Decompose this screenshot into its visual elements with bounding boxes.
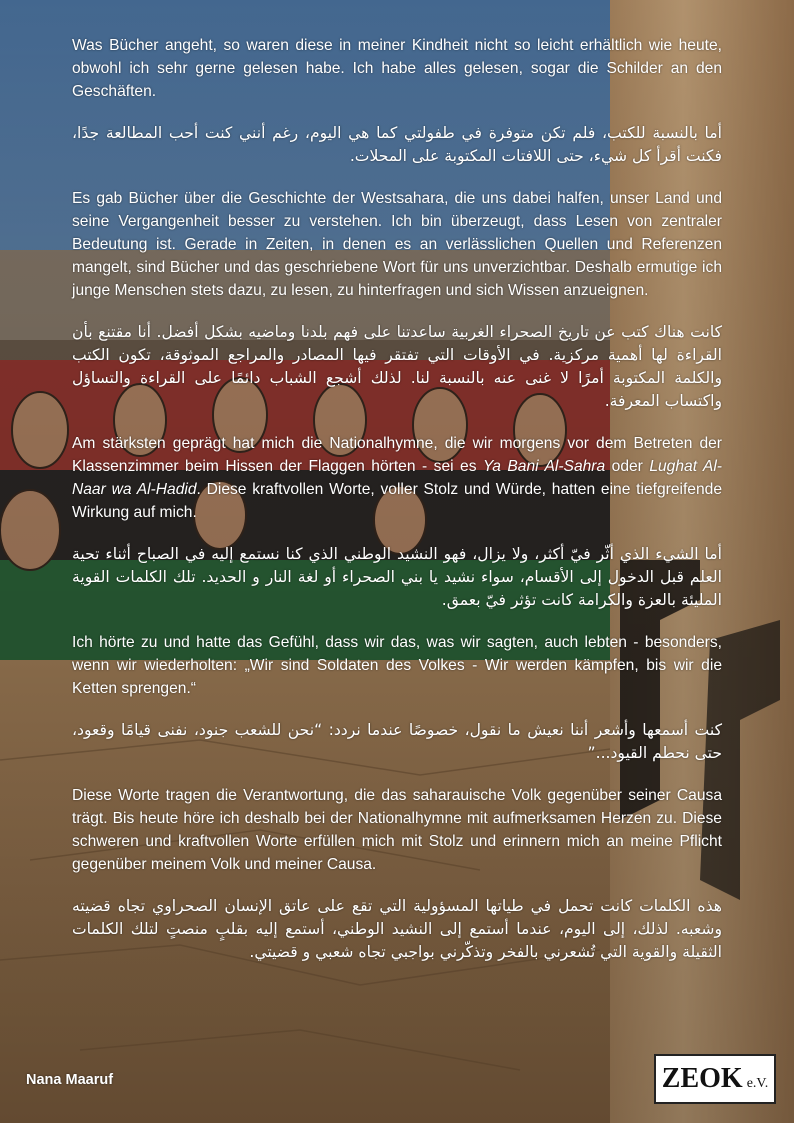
author-name: Nana Maaruf <box>26 1072 114 1088</box>
paragraph-ar-4: كنت أسمعها وأشعر أننا نعيش ما نقول، خصوصًا عندما نردد: “نحن للشعب جنود، نفنى قيامًا وقعود، حتى نحطم القيود...” <box>72 721 722 762</box>
paragraph-de-5: Diese Worte tragen die Verantwortung, die das saharauische Volk gegenüber seiner Causa trägt. Bis heute höre ich deshalb bei der Nationalhymne mit aufmerksamen Herzen zu. Diese schweren und kraftvollen Worte erfüllen mich mit Stolz und erinnern mich an meine Pflicht gegenüber meinem Volk und meiner Causa. <box>72 787 722 873</box>
logo-wordmark: ZEOK <box>661 1063 743 1094</box>
anthem-title-1: Ya Bani Al-Sahra <box>483 458 606 475</box>
anthem-title-2: Lughat Al-Naar wa Al-Hadid <box>72 458 722 498</box>
paragraph-ar-1: أما بالنسبة للكتب، فلم تكن متوفرة في طفولتي كما هي اليوم، رغم أنني كنت أحب المطالعة جدًا، فكنت أقرأ كل شيء، حتى اللافتات المكتوبة على المحلات. <box>72 124 722 165</box>
paragraph-ar-5: هذه الكلمات كانت تحمل في طياتها المسؤولية التي تقع على عاتق الإنسان الصحراوي تجاه قضيته وشعبه. لذلك، إلى اليوم، عندما أستمع إلى النشيد الوطني، أستمع إليه بقلبٍ منصتٍ لتلك الكلمات الثقيلة والقوية التي تُشعرني بالفخر وتذكّرني بواجبي تجاه شعبي و قضيتي. <box>72 897 722 961</box>
paragraph-de-4: Ich hörte zu und hatte das Gefühl, dass wir das, was wir sagten, auch lebten - besonders, wenn wir wiederholten: „Wir sind Soldaten des Volkes - Wir werden kämpfen, bis wir die Ketten sprengen.“ <box>72 634 722 697</box>
anthem-text-end: . Diese kraftvollen Worte, voller Stolz und Würde, hatten eine tiefgreifende Wirkung auf mich. <box>72 481 722 521</box>
paragraph-de-2: Es gab Bücher über die Geschichte der Westsahara, die uns dabei halfen, unser Land und seine Vergangenheit besser zu verstehen. Ich bin überzeugt, dass Lesen von zentraler Bedeutung ist. Gerade in Zeiten, in denen es an verlässlichen Quellen und Referenzen mangelt, sind Bücher und das geschriebene Wort für uns unverzichtbar. Deshalb ermutige ich junge Menschen stets dazu, zu lesen, zu hinterfragen und sich Wissen anzueignen. <box>72 190 722 299</box>
paragraph-ar-3: أما الشيء الذي أثّر فيّ أكثر، ولا يزال، فهو النشيد الوطني الذي كنا نستمع إليه في الصباح أثناء تحية العلم قبل الدخول إلى الأقسام، سواء نشيد يا بني الصحراء أو لغة النار و الحديد. تلك الكلمات القوية المليئة بالعزة والكرامة كانت تؤثر فيّ بعمق. <box>72 545 722 609</box>
paragraph-de-3 <box>72 432 722 524</box>
logo-suffix: e.V. <box>746 1076 769 1091</box>
anthem-text-mid: oder <box>605 458 650 475</box>
article-body <box>72 34 722 983</box>
paragraph-ar-2: كانت هناك كتب عن تاريخ الصحراء الغربية ساعدتنا على فهم بلدنا وماضيه بشكل أفضل. أنا مقتنع بأن القراءة لها أهمية مركزية. في الأوقات التي تفتقر فيها المصادر والمراجع الموثوقة، تكون الكتب والكلمة المكتوبة أمرًا لا غنى عنه بالنسبة لنا. لذلك أشجع الشباب دائمًا على القراءة والتساؤل واكتساب المعرفة. <box>72 323 722 410</box>
zeok-logo <box>654 1054 776 1104</box>
paragraph-de-1: Was Bücher angeht, so waren diese in meiner Kindheit nicht so leicht erhältlich wie heute, obwohl ich sehr gerne gelesen habe. Ich habe alles gelesen, sogar die Schilder an den Geschäften. <box>72 37 722 100</box>
anthem-text-start: Am stärksten geprägt hat mich die Nationalhymne, die wir morgens vor dem Betreten der Klassenzimmer beim Hissen der Flaggen hörten - sei es <box>72 435 722 475</box>
